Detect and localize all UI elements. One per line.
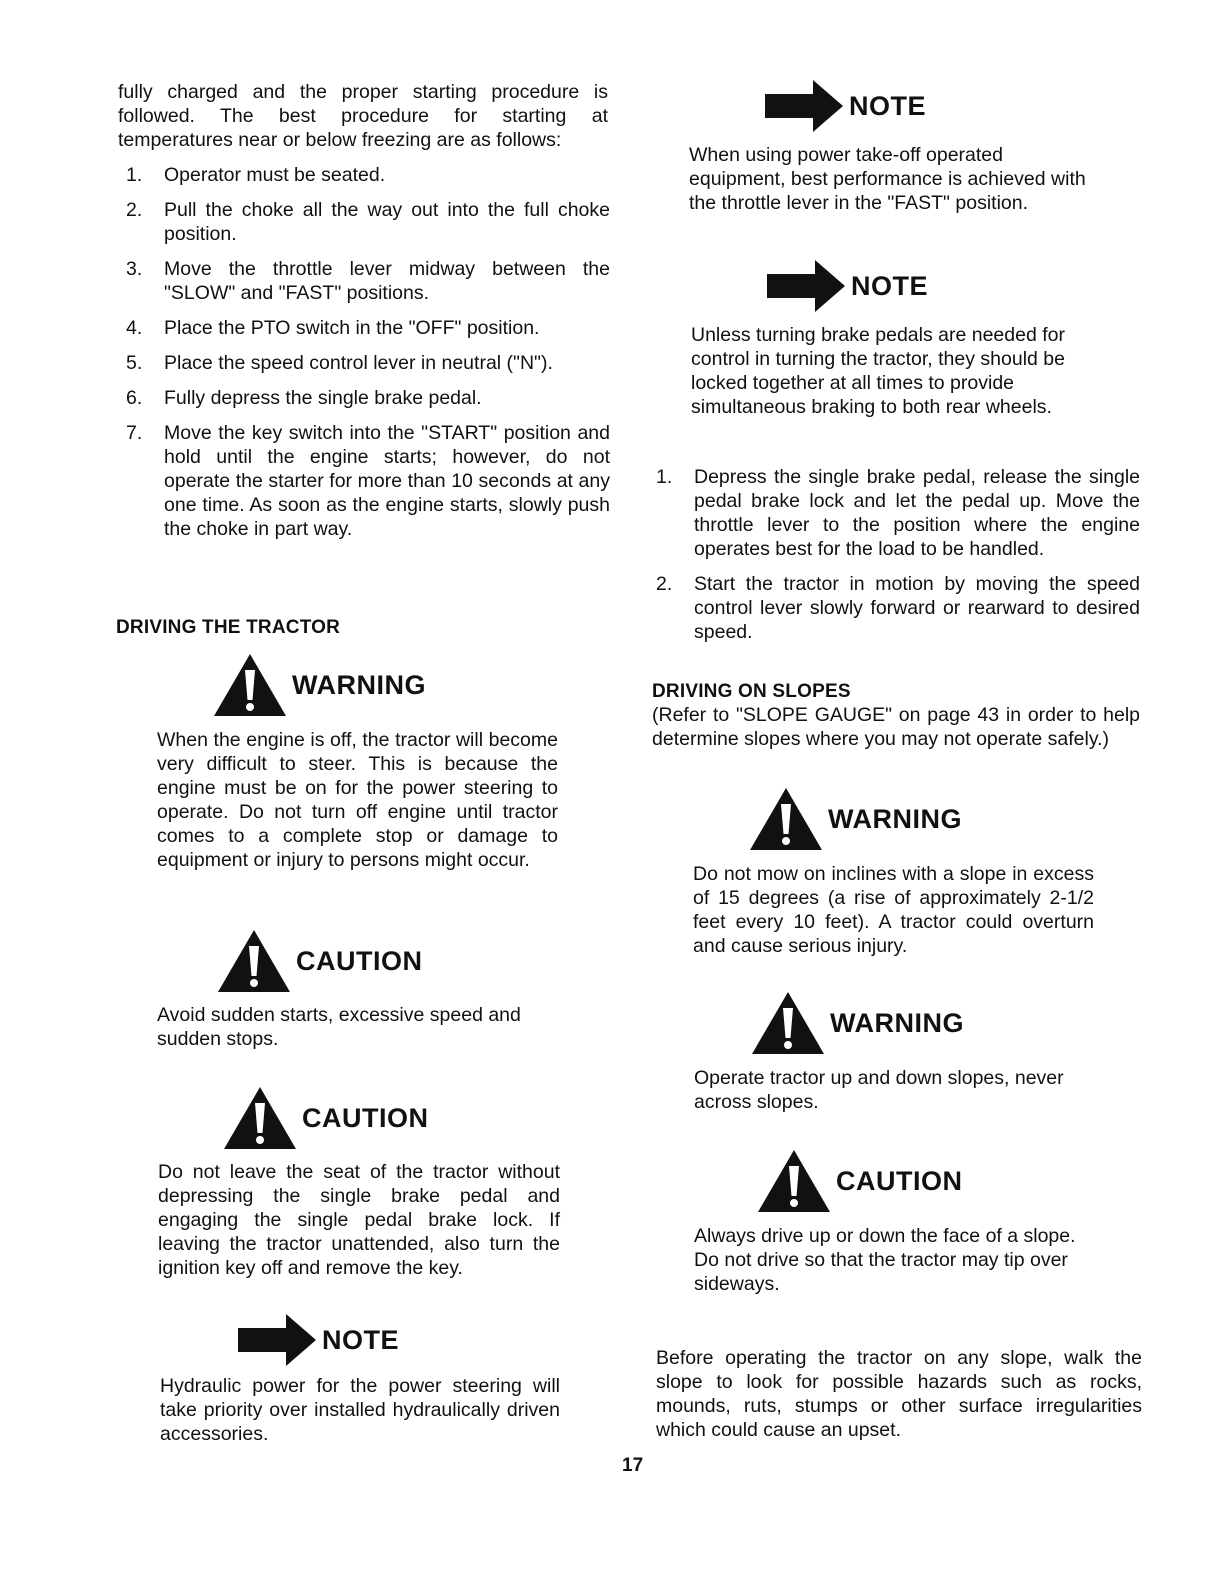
warning-triangle-icon [748, 786, 824, 852]
note-label: NOTE [851, 271, 929, 301]
note-text: When using power take-off operated equipment, best performance is achieved with the throttle lever in the "FAST" position. [689, 144, 1086, 214]
starting-steps [118, 163, 610, 552]
note-text: Unless turning brake pedals are needed for control in turning the tractor, they should be locked together at all times to provide simultaneous braking to both rear wheels. [691, 324, 1065, 418]
warning-text: Do not mow on inclines with a slope in excess of 15 degrees (a rise of approximately 2-1/2 feet every 10 feet). A tractor could overturn and cause serious injury. [693, 863, 1094, 957]
warning-label: WARNING [828, 804, 962, 834]
step-number: 2. [126, 199, 143, 221]
warning-callout [750, 990, 964, 1056]
note-label: NOTE [849, 91, 927, 121]
step-text: Fully depress the single brake pedal. [164, 387, 482, 409]
step-number: 5. [126, 352, 143, 374]
note-callout [765, 80, 926, 132]
caution-triangle-icon [216, 928, 292, 994]
step-text: Move the key switch into the "START" position and hold until the engine starts; however, do not operate the starter for more than 10 seconds at any one time. As soon as the engine starts, slowly push the choke in part way. [164, 422, 610, 540]
step-text: Start the tractor in motion by moving the speed control lever slowly forward or rearward to desired speed. [694, 573, 1140, 643]
caution-triangle-icon [756, 1148, 832, 1214]
step-number: 1. [656, 466, 673, 488]
step-text: Depress the single brake pedal, release the single pedal brake lock and let the pedal up. Move the throttle lever to the position where the engine operates best for the load to be handled. [694, 466, 1140, 560]
caution-label: CAUTION [302, 1103, 429, 1133]
note-callout [767, 260, 928, 312]
warning-callout [748, 786, 962, 852]
caution-text: Do not leave the seat of the tractor without depressing the single brake pedal and engaging the single pedal brake lock. If leaving the tractor unattended, also turn the ignition key off and remove the key. [158, 1161, 560, 1279]
note-callout [238, 1314, 399, 1366]
list-item [118, 386, 610, 410]
step-text: Pull the choke all the way out into the full choke position. [164, 199, 610, 245]
list-item [118, 421, 610, 541]
warning-text: When the engine is off, the tractor will become very difficult to steer. This is because the engine must be on for the power steering to operate. Do not turn off engine until tractor comes to a complete stop or damage to equipment or injury to persons might occur. [157, 729, 558, 871]
note-arrow-icon [238, 1314, 318, 1366]
step-text: Operator must be seated. [164, 164, 386, 186]
step-number: 3. [126, 258, 143, 280]
list-item [118, 163, 610, 187]
step-number: 2. [656, 573, 673, 595]
list-item [118, 257, 610, 305]
closing-paragraph: Before operating the tractor on any slope, walk the slope to look for possible hazards such as rocks, mounds, ruts, stumps or other surface irregularities which could cause an upset. [656, 1347, 1142, 1441]
list-item [118, 198, 610, 246]
step-text: Place the speed control lever in neutral ("N"). [164, 352, 553, 374]
caution-triangle-icon [222, 1085, 298, 1151]
note-arrow-icon [765, 80, 845, 132]
caution-callout [216, 928, 423, 994]
list-item [118, 316, 610, 340]
list-item [648, 572, 1140, 644]
caution-text: Avoid sudden starts, excessive speed and sudden stops. [157, 1004, 521, 1050]
step-text: Move the throttle lever midway between the "SLOW" and "FAST" positions. [164, 258, 610, 304]
caution-label: CAUTION [296, 946, 423, 976]
warning-label: WARNING [830, 1008, 964, 1038]
step-number: 6. [126, 387, 143, 409]
warning-text: Operate tractor up and down slopes, never across slopes. [694, 1067, 1064, 1113]
caution-callout [222, 1085, 429, 1151]
warning-triangle-icon [212, 652, 288, 718]
note-label: NOTE [322, 1325, 400, 1355]
list-item [118, 351, 610, 375]
list-item [648, 465, 1140, 561]
slopes-intro: (Refer to "SLOPE GAUGE" on page 43 in order to help determine slopes where you may not operate safely.) [652, 704, 1140, 750]
caution-callout [756, 1148, 963, 1214]
note-arrow-icon [767, 260, 847, 312]
intro-paragraph: fully charged and the proper starting procedure is followed. The best procedure for starting at temperatures near or below freezing are as follows: [118, 81, 608, 151]
page-number: 17 [622, 1455, 644, 1476]
caution-text: Always drive up or down the face of a slope. Do not drive so that the tractor may tip over sideways. [694, 1225, 1076, 1295]
section-heading-slopes: DRIVING ON SLOPES [652, 681, 851, 702]
section-heading-driving: DRIVING THE TRACTOR [116, 617, 341, 638]
driving-steps [648, 465, 1140, 655]
warning-label: WARNING [292, 670, 426, 700]
step-number: 1. [126, 164, 143, 186]
step-number: 7. [126, 422, 143, 444]
warning-triangle-icon [750, 990, 826, 1056]
caution-label: CAUTION [836, 1166, 963, 1196]
step-text: Place the PTO switch in the "OFF" position. [164, 317, 540, 339]
step-number: 4. [126, 317, 143, 339]
warning-callout [212, 652, 426, 718]
note-text: Hydraulic power for the power steering will take priority over installed hydraulically driven accessories. [160, 1375, 560, 1445]
